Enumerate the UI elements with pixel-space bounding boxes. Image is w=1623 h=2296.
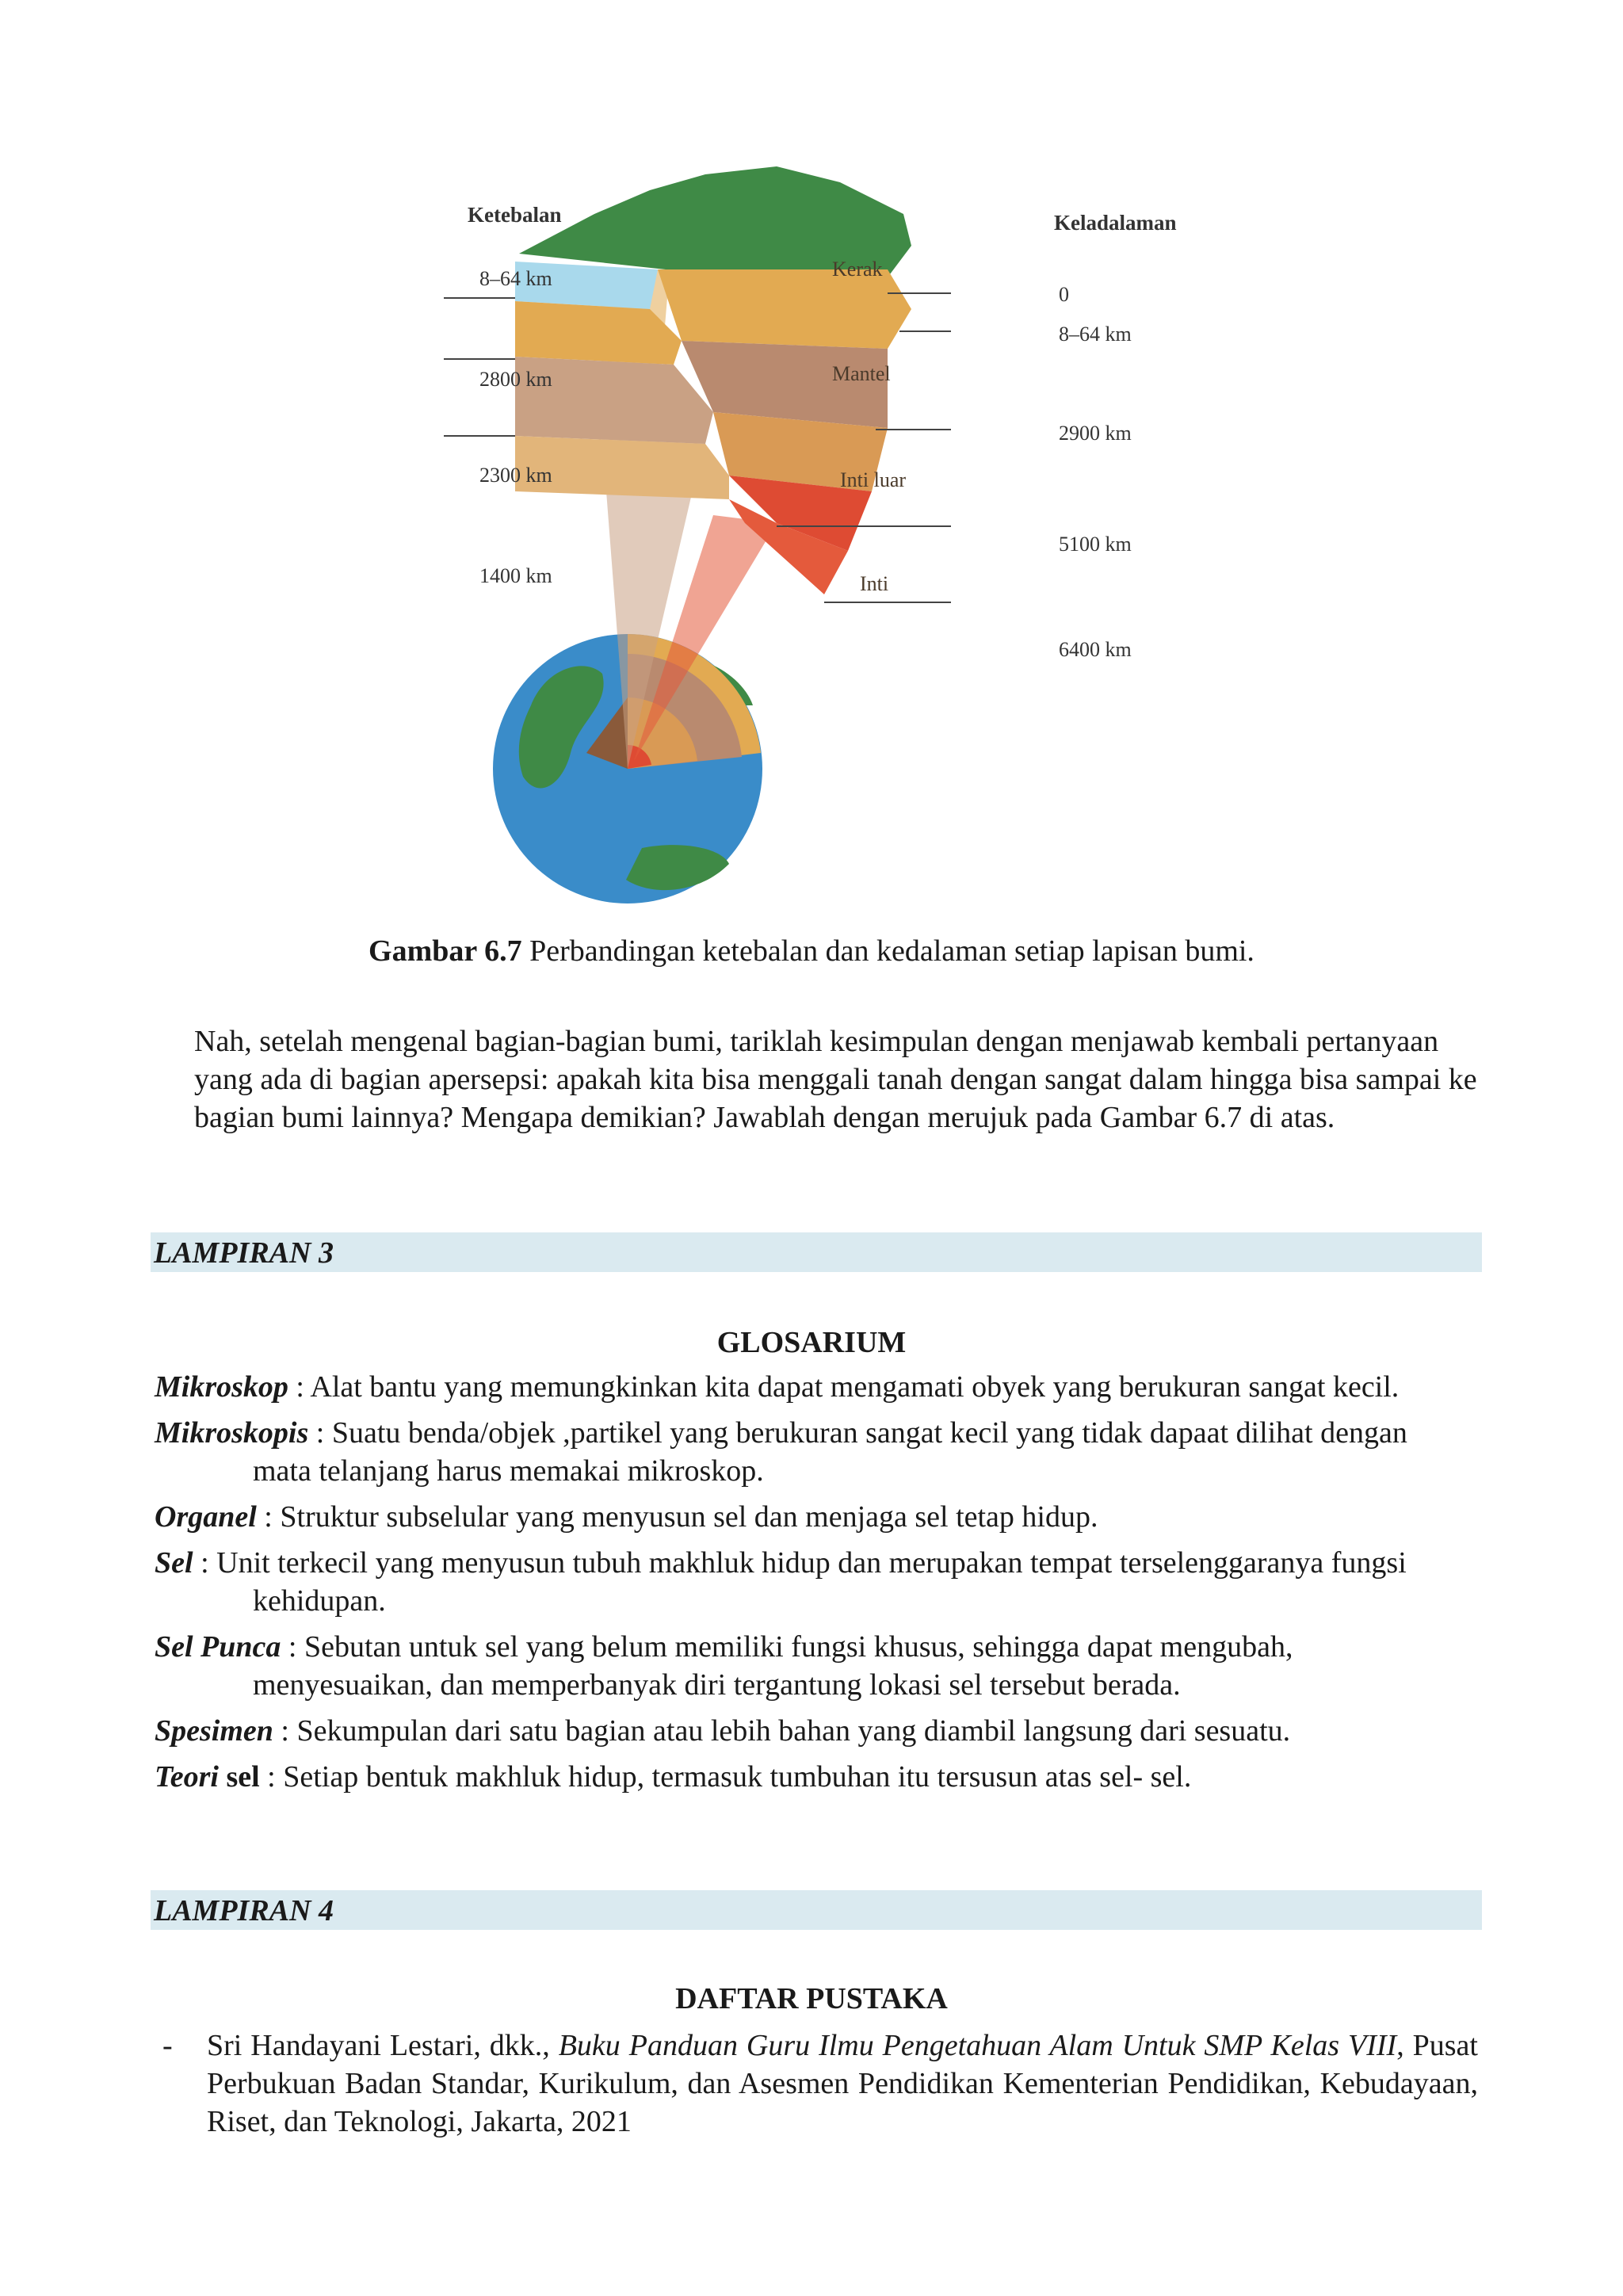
thickness-label-inner-core: 1400 km [479, 564, 552, 587]
caption-text: Perbandingan ketebalan dan kedalaman setiap lapisan bumi. [521, 934, 1254, 968]
list-dash: - [162, 2029, 173, 2062]
glossary-heading: GLOSARIUM [716, 1326, 907, 1359]
figure-caption [0, 934, 1623, 968]
depth-label-inner-core: 6400 km [1059, 638, 1132, 661]
body-paragraph: Nah, setelah mengenal bagian-bagian bumi, tariklah kesimpulan dengan menjawab kembali pertanyaan yang ada di bagian apersepsi: apakah kita bisa menggali tanah dengan sangat dalam hingga bisa sampai ke bagian bumi lainnya? Mengapa demikian? Jawablah dengan merujuk pada Gambar 6.7 di atas. [194, 1025, 1477, 1134]
depth-label-mantle: 2900 km [1059, 422, 1132, 445]
thickness-header: Ketebalan [468, 203, 562, 227]
thickness-label-outer-core: 2300 km [479, 464, 552, 487]
layer-label-mantel: Mantel [832, 362, 891, 385]
glossary-entry: Organel : Struktur subselular yang menyusun sel dan menjaga sel tetap hidup. [155, 1500, 1098, 1534]
glossary-entry: Teori sel : Setiap bentuk makhluk hidup, termasuk tumbuhan itu tersusun atas sel- sel. [155, 1760, 1192, 1794]
layer-label-kerak: Kerak [832, 258, 883, 281]
depth-label-0: 0 [1059, 283, 1069, 306]
glossary-entry: Mikroskopis : Suatu benda/objek ,partikel yang berukuran sangat kecil yang tidak dapaat dilihat dengan mata telanjang harus memakai mikroskop. [155, 1416, 1407, 1488]
lampiran4-label: LAMPIRAN 4 [154, 1894, 334, 1927]
earth-layers-figure [444, 151, 1236, 927]
depth-label-outer-core: 5100 km [1059, 533, 1132, 556]
glossary-entry: Sel Punca : Sebutan untuk sel yang belum memiliki fungsi khusus, sehingga dapat mengubah, menyesuaikan, dan memperbanyak diri tergantung lokasi sel tersebut berada. [155, 1630, 1293, 1702]
thickness-label-crust: 8–64 km [479, 267, 552, 290]
layer-label-inti-luar: Inti luar [840, 468, 907, 491]
reference-text: Sri Handayani Lestari, dkk., Buku Panduan Guru Ilmu Pengetahuan Alam Untuk SMP Kelas VIII, Pusat Perbukuan Badan Standar, Kurikulum, dan Asesmen Pendidikan Kementerian Pendidikan, Kebudayaan, Riset, dan Teknologi, Jakarta, 2021 [207, 2029, 1478, 2138]
layer-label-inti: Inti [860, 572, 889, 595]
depth-label-crust: 8–64 km [1059, 323, 1132, 346]
reference-item [155, 2027, 1478, 2141]
lampiran4-band [151, 1890, 1482, 1930]
lampiran3-label: LAMPIRAN 3 [154, 1236, 334, 1270]
glossary-list [155, 1368, 1470, 1804]
glossary-entry: Sel : Unit terkecil yang menyusun tubuh makhluk hidup dan merupakan tempat terselenggaranya fungsi kehidupan. [155, 1546, 1407, 1618]
glossary-entry: Mikroskop : Alat bantu yang memungkinkan kita dapat mengamati obyek yang berukuran sangat kecil. [155, 1370, 1400, 1404]
thickness-label-mantle: 2800 km [479, 368, 552, 391]
lampiran3-band [151, 1232, 1482, 1272]
caption-label: Gambar 6.7 [369, 934, 522, 968]
depth-header: Keladalaman [1054, 211, 1177, 235]
glossary-entry: Spesimen : Sekumpulan dari satu bagian atau lebih bahan yang diambil langsung dari sesuatu. [155, 1714, 1291, 1748]
references-heading: DAFTAR PUSTAKA [675, 1982, 948, 2015]
